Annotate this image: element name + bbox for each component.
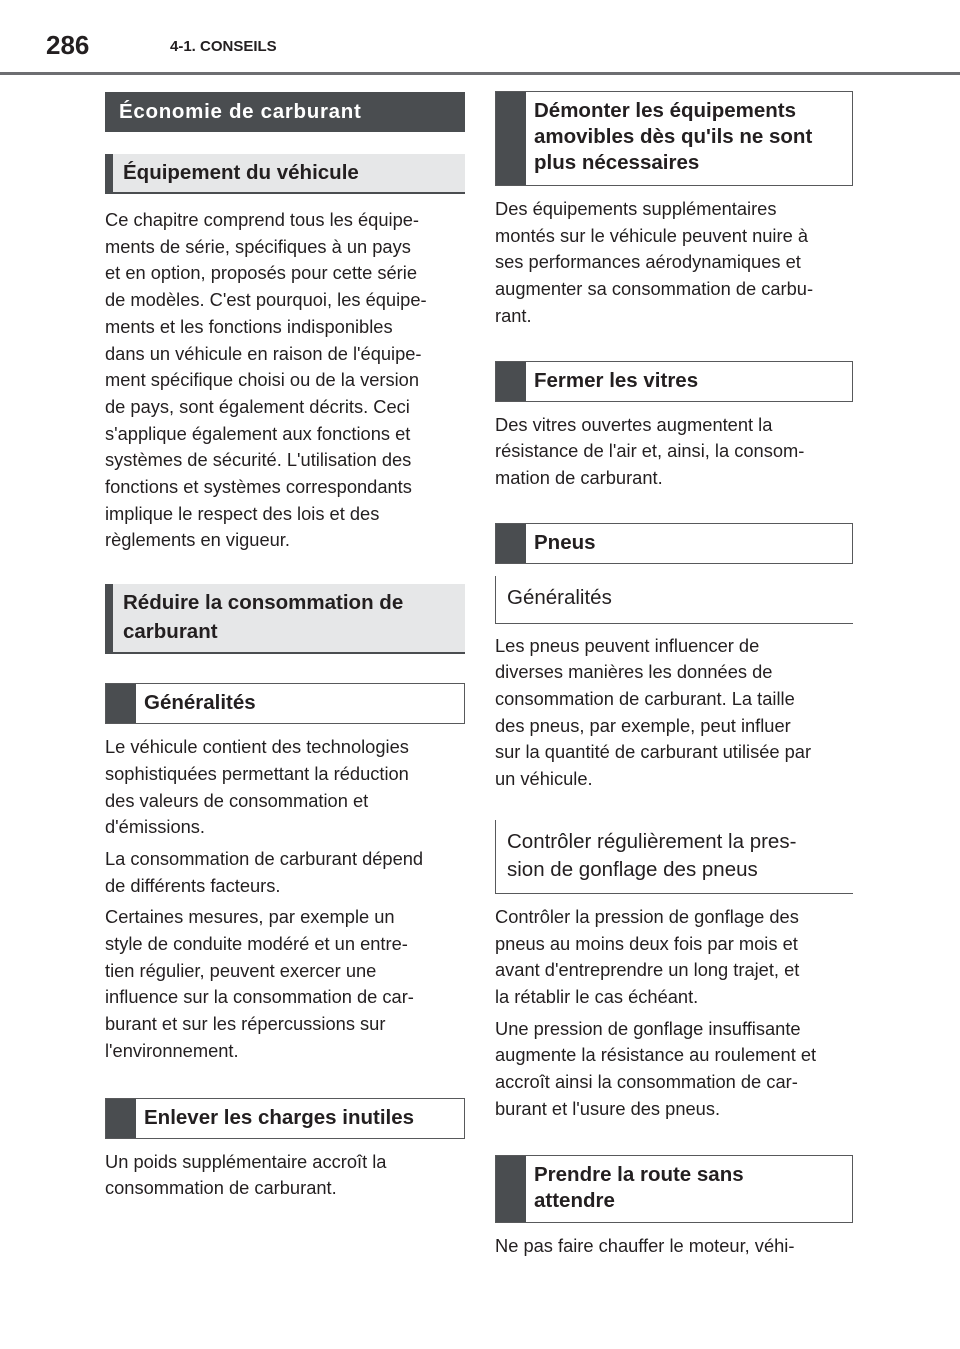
drive-off-paragraph: Ne pas faire chauffer le moteur, véhi- bbox=[495, 1235, 795, 1257]
windows-paragraph: Des vitres ouvertes augmentent la résistance de l'air et, ainsi, la consom- mation de carburant. bbox=[495, 413, 805, 488]
heading-close-windows-label: Fermer les vitres bbox=[534, 368, 699, 392]
heading-bar bbox=[496, 362, 526, 401]
heading-drive-off-label: Prendre la route sans attendre bbox=[534, 1163, 744, 1213]
equipment-paragraph: Ce chapitre comprend tous les équipe- ments de série, spécifiques à un pays et en option, proposés pour cette série de modèles. C'est pourquoi, les équipe- ments et les fonctions indisponibles dans un véhicule en raison de l'équipe- ment spécifique choisi ou de la version de pays, sont également décrits. Ceci s'applique également aux fonctions et systèmes de sécurité. L'utilisation des fonctions et systèmes correspondants implique le respect des lois et des règlements en vigueur. bbox=[105, 209, 427, 551]
heading-remove-loads bbox=[105, 1098, 465, 1139]
measures-paragraph: Certaines mesures, par exemple un style de conduite modéré et un entre- tien régulier, peuvent exercer une influence sur la consommation de car- burant et sur les répercussions sur l'environnement. bbox=[105, 906, 414, 1061]
heading-bar bbox=[496, 524, 526, 563]
left-column bbox=[105, 92, 465, 1202]
heading-bar bbox=[106, 684, 136, 723]
heading-bar bbox=[496, 92, 526, 185]
tyres-paragraph: Les pneus peuvent influencer de diverses manières les données de consommation de carburant. La taille des pneus, par exemple, peut influer sur la quantité de carburant utilisée par un véhicule. bbox=[495, 634, 812, 790]
removable-paragraph: Des équipements supplémentaires montés sur le véhicule peuvent nuire à ses performances aérodynamiques et augmenter sa consommation de carbu- rant. bbox=[495, 198, 814, 326]
heading-vehicle-equipment: Équipement du véhicule bbox=[105, 154, 465, 194]
page-number: 286 bbox=[46, 30, 90, 60]
heading-removable-equipment-label: Démonter les équipements amovibles dès qu'ils ne sont plus nécessaires bbox=[534, 99, 813, 174]
heading-check-pressure: Contrôler régulièrement la pres- sion de gonflage des pneus bbox=[495, 820, 853, 894]
page-header bbox=[0, 0, 960, 78]
heading-general-tyres: Généralités bbox=[495, 576, 853, 624]
heading-general-left bbox=[105, 683, 465, 724]
heading-bar bbox=[496, 1156, 526, 1222]
technology-paragraph: Le véhicule contient des technologies sophistiquées permettant la réduction des valeurs de consommation et d'émissions. bbox=[105, 736, 409, 838]
section-title-fuel-economy: Économie de carburant bbox=[105, 92, 465, 132]
heading-drive-off bbox=[495, 1155, 853, 1223]
heading-close-windows bbox=[495, 361, 853, 402]
heading-general-left-label: Généralités bbox=[144, 691, 256, 715]
pressure-check-paragraph: Contrôler la pression de gonflage des pneus au moins deux fois par mois et avant d'entreprendre un long trajet, et la rétablir le cas échéant. bbox=[495, 905, 800, 1007]
heading-remove-loads-label: Enlever les charges inutiles bbox=[144, 1105, 415, 1129]
right-column bbox=[495, 91, 853, 1260]
heading-tyres-label: Pneus bbox=[534, 530, 596, 554]
heading-tyres bbox=[495, 523, 853, 564]
loads-paragraph: Un poids supplémentaire accroît la consommation de carburant. bbox=[105, 1150, 387, 1199]
factors-paragraph: La consommation de carburant dépend de différents facteurs. bbox=[105, 847, 424, 896]
heading-removable-equipment bbox=[495, 91, 853, 186]
heading-reduce-consumption: Réduire la consommation de carburant bbox=[105, 584, 465, 654]
pressure-low-paragraph: Une pression de gonflage insuffisante augmente la résistance au roulement et accroît ainsi la consommation de car- burant et l'usure des pneus. bbox=[495, 1017, 817, 1119]
chapter-title: 4-1. CONSEILS bbox=[170, 38, 277, 55]
header-rule bbox=[0, 72, 960, 75]
heading-bar bbox=[106, 1099, 136, 1138]
